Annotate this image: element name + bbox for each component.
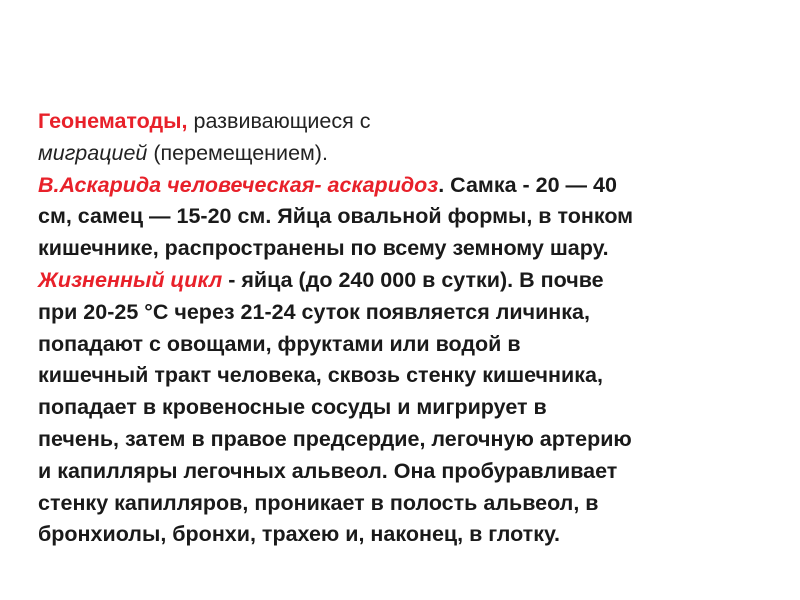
text-fragment: и капилляры легочных альвеол. Она пробуравливает bbox=[38, 458, 618, 483]
text-fragment: попадают с овощами, фруктами или водой в bbox=[38, 331, 521, 356]
text-fragment: стенку капилляров, проникает в полость альвеол, в bbox=[38, 490, 599, 515]
text-line bbox=[38, 488, 778, 520]
text-fragment: (перемещением). bbox=[147, 140, 328, 165]
text-line bbox=[38, 456, 778, 488]
text-fragment: см, самец — 15-20 см. Яйца овальной формы, в тонком bbox=[38, 204, 634, 229]
text-line bbox=[38, 360, 778, 392]
text-line bbox=[38, 329, 778, 361]
term-geonematodes: Геонематоды, bbox=[38, 109, 188, 133]
text-fragment: . Самка - 20 — 40 bbox=[438, 172, 617, 197]
text-fragment: - яйца (до 240 000 в сутки). В почве bbox=[222, 267, 604, 292]
term-ascaris: В.Аскарида человеческая- аскаридоз bbox=[38, 172, 439, 197]
text-line bbox=[38, 201, 778, 233]
text-fragment: кишечнике, распространены по всему земному шару. bbox=[38, 236, 609, 261]
term-life-cycle: Жизненный цикл bbox=[38, 267, 223, 292]
slide-text-block bbox=[38, 106, 778, 551]
text-fragment: попадает в кровеносные сосуды и мигрирует в bbox=[38, 395, 547, 420]
text-line bbox=[38, 519, 778, 551]
text-fragment: бронхиолы, бронхи, трахею и, наконец, в глотку. bbox=[38, 522, 560, 547]
text-fragment: развивающиеся с bbox=[187, 109, 371, 133]
text-line bbox=[38, 138, 778, 170]
text-fragment: кишечный тракт человека, сквозь стенку кишечника, bbox=[38, 363, 603, 388]
text-line bbox=[38, 233, 778, 265]
text-line bbox=[38, 392, 778, 424]
text-line bbox=[38, 170, 778, 202]
text-line bbox=[38, 106, 778, 138]
text-line bbox=[38, 424, 778, 456]
text-fragment: печень, затем в правое предсердие, легочную артерию bbox=[38, 426, 632, 451]
text-fragment: миграцией bbox=[38, 140, 148, 165]
text-fragment: при 20-25 °С через 21-24 суток появляется личинка, bbox=[38, 299, 590, 324]
text-line bbox=[38, 297, 778, 329]
text-line bbox=[38, 265, 778, 297]
